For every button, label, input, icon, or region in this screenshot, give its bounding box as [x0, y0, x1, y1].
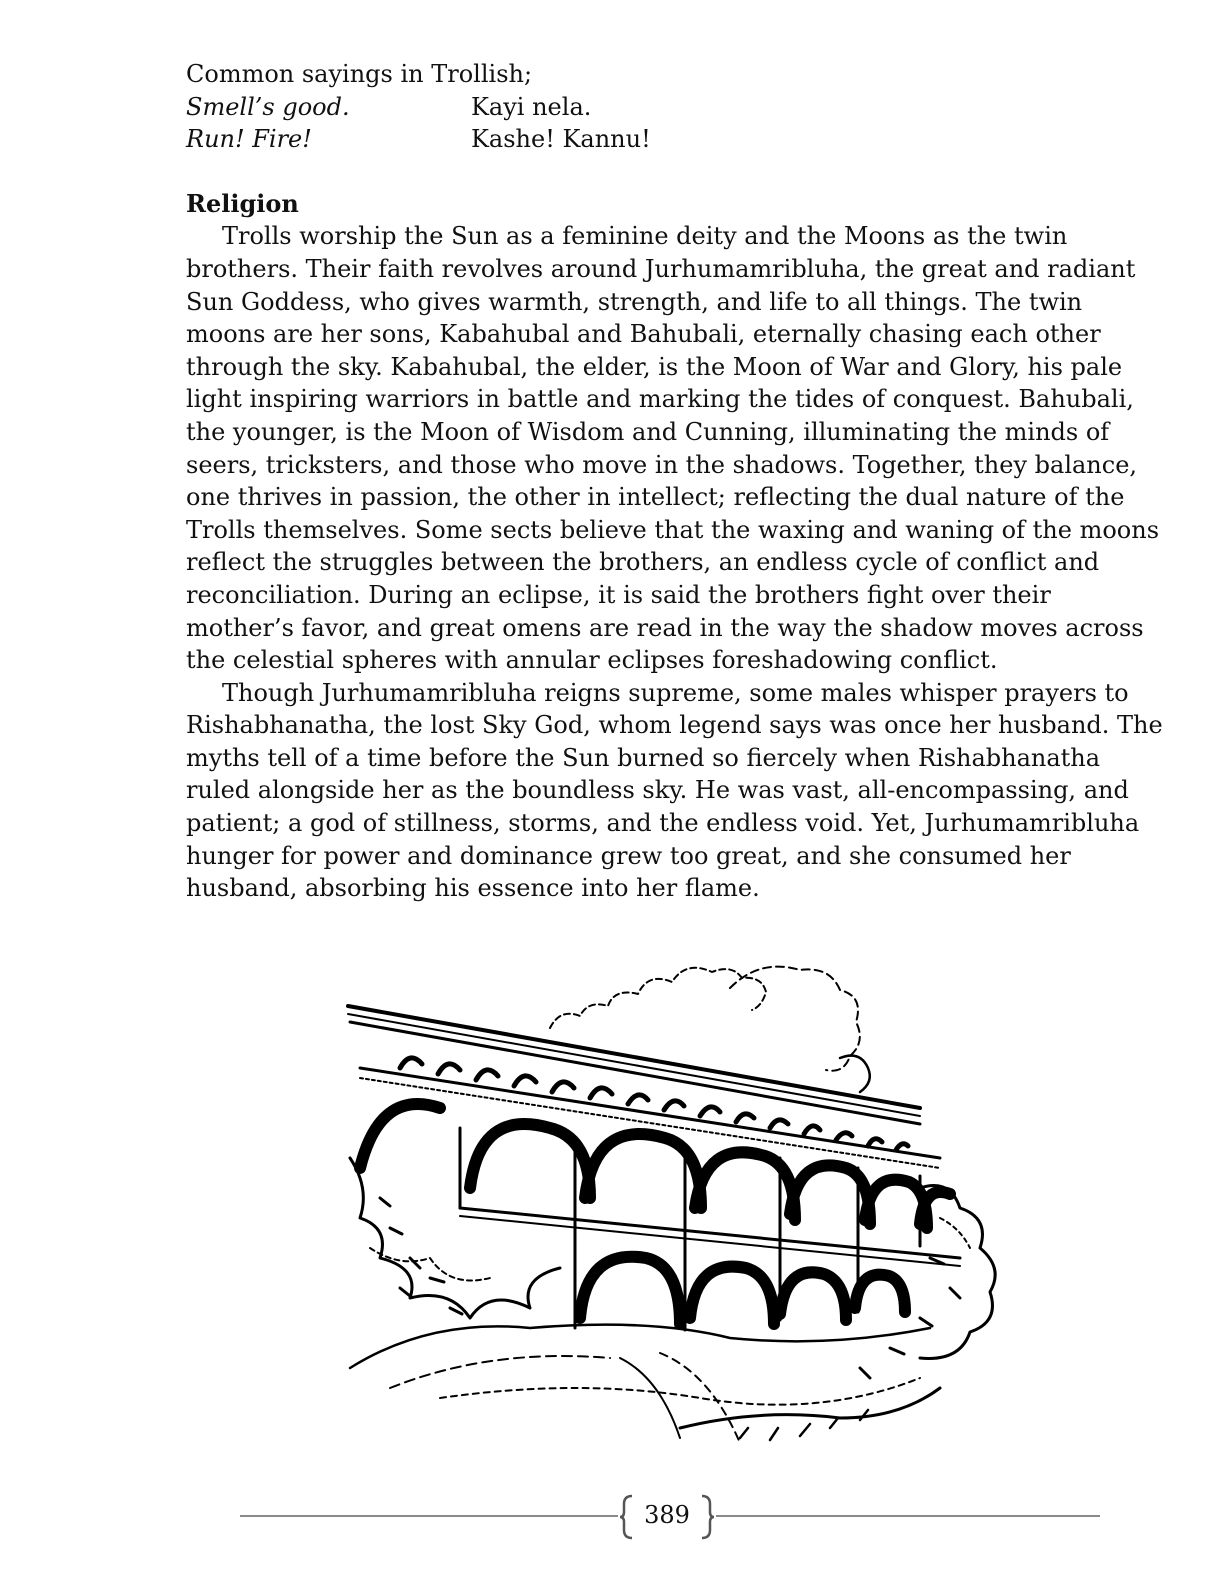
page-content: [186, 58, 1166, 905]
right-bracket-icon: [700, 1494, 714, 1540]
saying-trollish: Kayi nela.: [471, 92, 592, 121]
aqueduct-drawing-icon: [320, 958, 1020, 1458]
saying-row: [186, 123, 1166, 156]
saying-row: [186, 91, 1166, 124]
religion-paragraph: Though Jurhumamribluha reigns supreme, some males whisper prayers to Rishabhanatha, the lost Sky God, whom legend says was once her husband. The myths tell of a time before the Sun burned so fiercely when Rishabhanatha ruled alongside her as the boundless sky. He was vast, all-encompassing, and patient; a god of stillness, storms, and the endless void. Yet, Jurhumamribluha hunger for power and dominance grew too great, and she consumed her husband, absorbing his essence into her flame.: [186, 678, 1163, 903]
footer-rule-right: [716, 1515, 1100, 1517]
saying-trollish: Kashe! Kannu!: [471, 125, 651, 154]
sayings-heading: Common sayings in Trollish;: [186, 60, 533, 88]
page-number: 389: [644, 1501, 690, 1529]
footer-rule-left: [240, 1515, 618, 1517]
saying-english: Run! Fire!: [186, 125, 312, 154]
page-number-frame: [618, 1494, 716, 1540]
section-heading-religion: Religion: [186, 188, 299, 218]
religion-paragraph: Trolls worship the Sun as a feminine deity and the Moons as the twin brothers. Their faith revolves around Jurhumamribluha, the great and radiant Sun Goddess, who gives warmth, strength, and life to all things. The twin moons are her sons, Kabahubal and Bahubali, eternally chasing each other through the sky. Kabahubal, the elder, is the Moon of War and Glory, his pale light inspiring warriors in battle and marking the tides of conquest. Bahubali, the younger, is the Moon of Wisdom and Cunning, illuminating the minds of seers, tricksters, and those who move in the shadows. Together, they balance, one thrives in passion, the other in intellect; reflecting the dual nature of the Trolls themselves. Some sects believe that the waxing and waning of the moons reflect the struggles between the brothers, an endless cycle of conflict and reconciliation. During an eclipse, it is said the brothers fight over their mother’s favor, and great omens are read in the way the shadow moves across the celestial spheres with annular eclipses foreshadowing conflict.: [186, 222, 1160, 675]
saying-english: Smell’s good.: [186, 92, 350, 121]
